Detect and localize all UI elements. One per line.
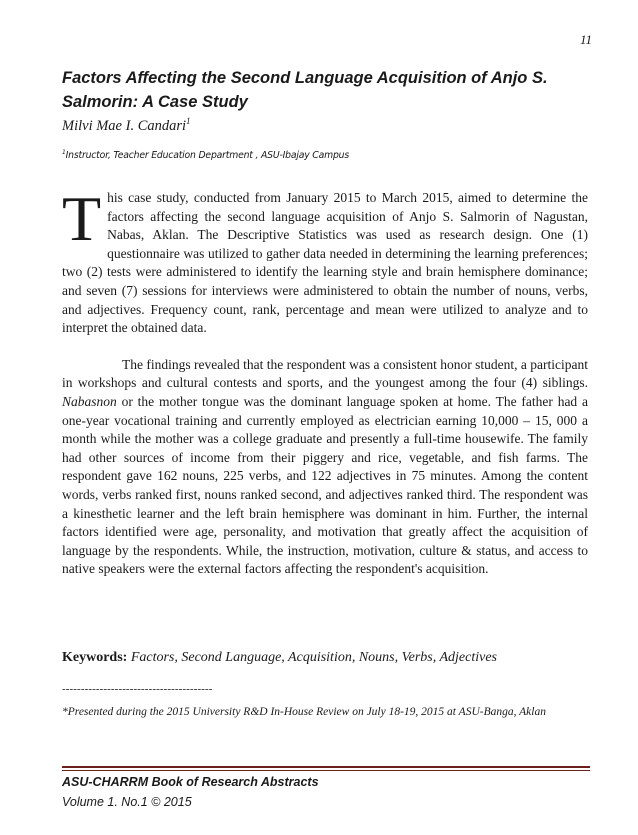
journal-volume: Volume 1. No.1 © 2015 — [62, 795, 192, 809]
footer-rule-thick — [62, 766, 590, 768]
abstract-paragraph-2 — [62, 356, 588, 579]
abstract-paragraph-1-text: his case study, conducted from January 2015 to March 2015, aimed to determine the factors affecting the second language acquisition of Anjo S. Salmorin of Nagustan, Nabas, Aklan. The Descriptive Statistics was used as research design. One (1) questionnaire was utilized to gather data needed in determining the learning preferences; two (2) tests were administered to identify the learning style and brain hemisphere dominance; and seven (7) sessions for interviews were administered to obtain the number of nouns, verbs, and adjectives. Frequency count, rank, percentage and mean were utilized to analyze and to interpret the obtained data. — [62, 190, 588, 336]
keywords-list: Factors, Second Language, Acquisition, Nouns, Verbs, Adjectives — [130, 650, 497, 665]
author-name — [62, 118, 191, 135]
abstract-paragraph-2-text-b: or the mother tongue was the dominant language spoken at home. The father had a one-year vocational training and currently employed as electrician earning 10,000 – 15, 000 a month while the mother was a college graduate and presently a full-time housewife. The family had other sources of income from their piggery and rice, vegetable, and fish farms. The respondent gave 162 nouns, 225 verbs, and 122 adjectives in 75 minutes. Among the content words, verbs ranked first, nouns ranked second, and adjectives ranked third. The respondent was a kinesthetic learner and the left brain hemisphere was dominant in him. Further, the internal factors identified were age, personality, and motivation that greatly affect the acquisition of language by the respondents. While, the instruction, motivation, culture & status, and access to native speakers were the external factors affecting the respondent's acquisition. — [62, 393, 588, 577]
article-title: Factors Affecting the Second Language Acquisition of Anjo S. Salmorin: A Case Study — [62, 69, 548, 111]
footer-rule-thin — [62, 770, 590, 771]
author-superscript: 1 — [186, 116, 191, 127]
footnote: *Presented during the 2015 University R&D In-House Review on July 18-19, 2015 at ASU-Banga, Aklan — [62, 706, 546, 718]
author-name-text: Milvi Mae I. Candari — [62, 118, 187, 134]
page-number: 11 — [579, 32, 592, 47]
author-affiliation — [62, 150, 349, 161]
drop-cap: T — [62, 183, 102, 254]
journal-name: ASU-CHARRM Book of Research Abstracts — [62, 775, 319, 789]
keywords — [62, 650, 592, 666]
affiliation-text: Instructor, Teacher Education Department , ASU-Ibajay Campus — [65, 150, 349, 161]
abstract — [62, 183, 588, 597]
abstract-paragraph-2-text-a: The findings revealed that the respondent was a consistent honor student, a participant in workshops and cultural contests and sports, and the youngest among the four (4) siblings. — [62, 356, 588, 391]
footnote-rule: ---------------------------------------- — [62, 683, 213, 695]
affiliation-superscript: 1 — [62, 148, 66, 156]
keywords-label: Keywords: — [62, 650, 128, 665]
abstract-paragraph-2-italic: Nabasnon — [62, 393, 117, 409]
abstract-paragraph-1 — [62, 183, 588, 338]
